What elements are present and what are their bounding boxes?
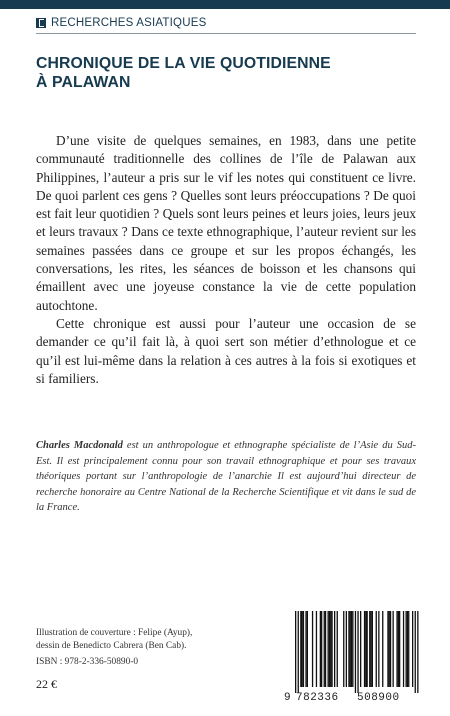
barcode-bar	[398, 611, 399, 687]
book-description	[36, 132, 416, 388]
barcode-bar	[295, 611, 296, 693]
author-bio	[36, 438, 416, 516]
barcode-bar	[348, 611, 349, 687]
barcode-bar	[337, 611, 338, 687]
barcode-bar	[396, 611, 397, 687]
barcode-bars	[283, 611, 419, 693]
barcode-bar	[408, 611, 409, 687]
barcode	[283, 611, 419, 706]
barcode-bar	[360, 611, 361, 687]
barcode-bar	[329, 611, 330, 687]
barcode-bar	[334, 611, 335, 687]
cover-credits	[36, 627, 256, 652]
series-name: RECHERCHES ASIATIQUES	[51, 17, 207, 29]
barcode-bar	[320, 611, 321, 687]
barcode-bar	[346, 611, 347, 687]
barcode-bar	[321, 611, 322, 687]
barcode-bar	[393, 611, 394, 687]
isbn: ISBN : 978-2-336-50890-0	[36, 657, 139, 667]
series-header	[36, 16, 206, 30]
barcode-bar	[328, 611, 329, 687]
barcode-digits-right: 508900	[357, 692, 400, 704]
barcode-bar	[298, 611, 299, 693]
barcode-bar	[378, 611, 379, 687]
barcode-bar	[352, 611, 353, 687]
barcode-bar	[302, 611, 303, 687]
barcode-bar	[350, 611, 351, 687]
book-title-line-1: CHRONIQUE DE LA VIE QUOTIDIENNE	[36, 55, 331, 72]
barcode-bar	[387, 611, 388, 687]
barcode-bar	[365, 611, 366, 687]
cover-credit-line-1: Illustration de couverture : Felipe (Ayup),	[36, 628, 193, 638]
barcode-bar	[403, 611, 404, 687]
barcode-bar	[331, 611, 332, 687]
barcode-bar	[312, 611, 313, 687]
barcode-bar	[389, 611, 390, 687]
barcode-digit-first: 9	[284, 692, 292, 704]
barcode-bar	[330, 611, 331, 687]
barcode-bar	[415, 611, 416, 693]
price: 22 €	[36, 677, 57, 691]
barcode-bar	[376, 611, 377, 687]
series-divider	[36, 33, 416, 34]
barcode-bar	[307, 611, 308, 687]
publisher-logo-icon	[36, 18, 46, 28]
description-paragraph-2: Cette chronique est aussi pour l’auteur une occasion de se demander ce qu’il fait là, à quoi sert son métier d’ethnologue et ce qu’il est lui-même dans la relation à ces autres à la fois si exotiques et si familiers.	[36, 315, 416, 386]
book-title	[36, 54, 426, 92]
barcode-bar	[351, 611, 352, 687]
barcode-bar	[303, 611, 304, 687]
barcode-bar	[412, 611, 413, 687]
barcode-digits	[283, 692, 419, 704]
cover-credit-line-2: dessin de Benedicto Cabrera (Ben Cab).	[36, 640, 187, 651]
barcode-bar	[406, 611, 407, 687]
barcode-bar	[369, 611, 370, 687]
barcode-bar	[364, 611, 365, 687]
barcode-bar	[324, 611, 325, 687]
barcode-bar	[417, 611, 418, 693]
barcode-bar	[305, 611, 306, 687]
barcode-digits-left: 782336	[296, 692, 339, 704]
barcode-bar	[370, 611, 371, 687]
barcode-bar	[300, 611, 301, 687]
description-paragraph-1: D’une visite de quelques semaines, en 1983, dans une petite communauté traditionnelle des collines de l’île de Palawan aux Philippines, l’auteur a pris sur le vif les notes qui constituent ce livre. De quoi parlent ces gens ? Quelles sont leurs préoccupations ? De quoi est fait leur quotidien ? Quels sont leurs peines et leurs joies, leurs jeux et leurs travaux ? Dans ce texte ethnographique, l’auteur revient sur les semaines passées dans ce groupe et sur les propos échangés, les conversations, les rites, les séances de boisson et les chansons qui émaillent avec une joyeuse constance la vie de cette population autochtone.	[36, 133, 416, 313]
barcode-bar	[382, 611, 383, 687]
book-title-line-2: À PALAWAN	[36, 74, 131, 91]
barcode-bar	[357, 611, 358, 693]
barcode-bar	[372, 611, 373, 687]
barcode-bar	[343, 611, 344, 687]
barcode-bar	[316, 611, 317, 687]
barcode-bar	[355, 611, 356, 693]
author-bio-paragraph	[36, 438, 416, 516]
barcode-bar	[399, 611, 400, 687]
barcode-bar	[390, 611, 391, 687]
author-bio-text: est un anthropologue et ethnographe spécialiste de l’Asie du Sud-Est. Il est principalement connu pour son travail ethnographique et pour ses travaux théoriques portant sur l’anthropologie de l’anarchie Il est aujourd’hui directeur de recherche honoraire au Centre National de la Recherche Scientifique et vit dans le sud de la France.	[36, 440, 416, 513]
barcode-bar	[407, 611, 408, 687]
top-color-band	[0, 0, 450, 9]
author-name: Charles Macdonald	[36, 440, 123, 451]
barcode-bar	[325, 611, 326, 687]
barcode-bar	[367, 611, 368, 687]
